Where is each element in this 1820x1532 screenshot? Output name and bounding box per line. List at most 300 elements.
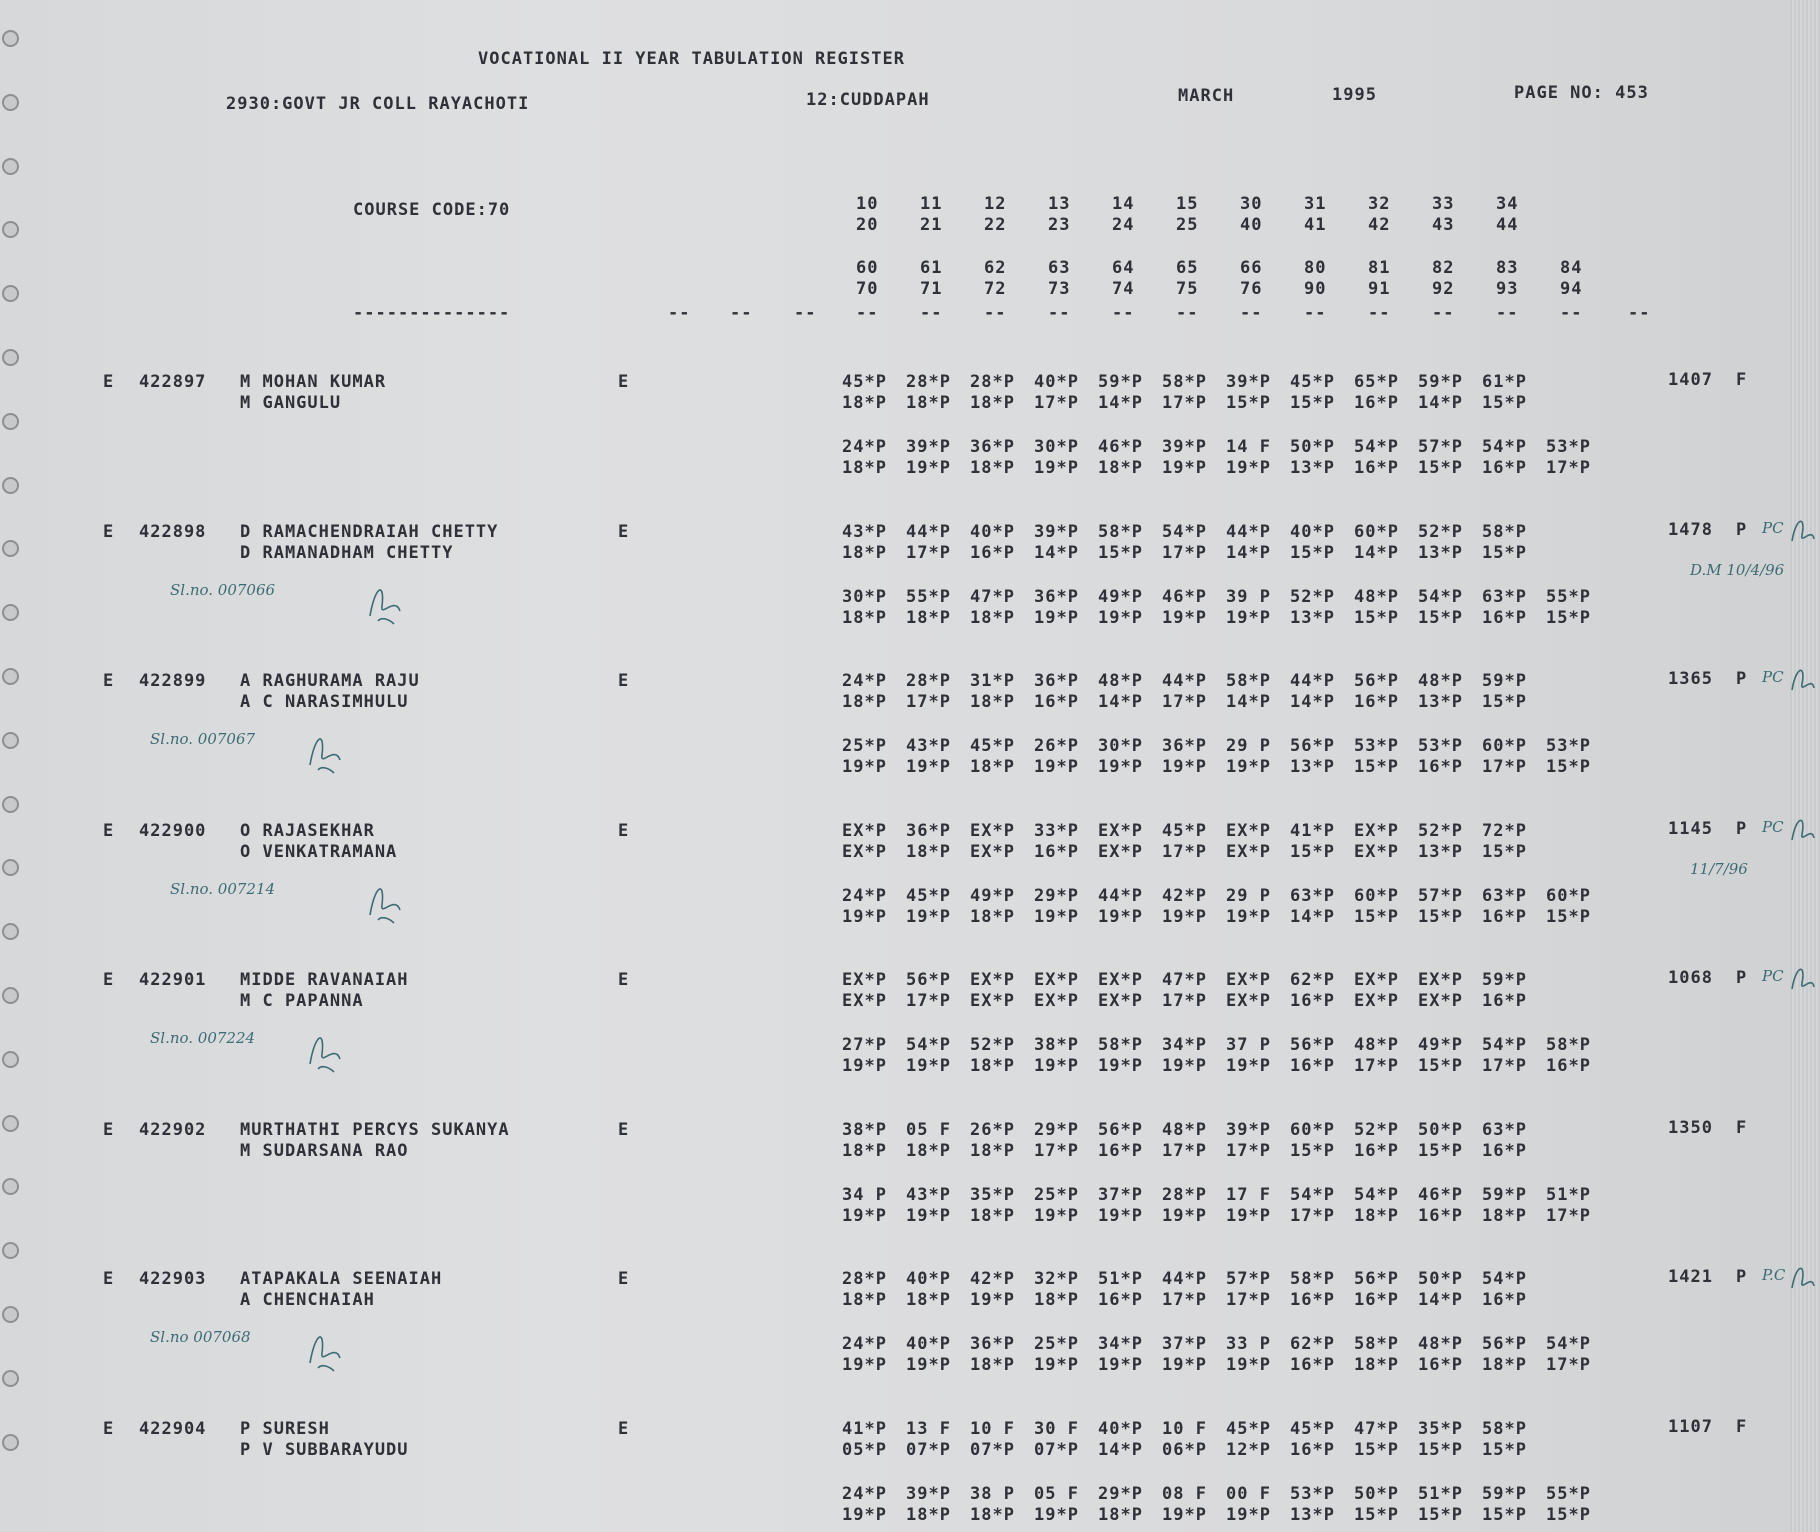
marks-cell: 31*P bbox=[970, 671, 1015, 691]
feed-hole bbox=[2, 1370, 19, 1387]
marks-cell: 19*P bbox=[1034, 906, 1079, 927]
marks-cell: 17*P bbox=[1162, 393, 1207, 413]
marks-cell: 59*P bbox=[1482, 970, 1527, 990]
marks-cell: 30*P bbox=[1098, 736, 1143, 756]
marks-cell: 28*P bbox=[842, 1269, 887, 1289]
marks-cell: 48*P bbox=[1418, 1334, 1463, 1354]
subject-code: 25 bbox=[1176, 215, 1199, 235]
record-prefix: E bbox=[103, 970, 115, 990]
marks-cell: EX*P bbox=[970, 991, 1015, 1011]
marks-cell: EX*P bbox=[1226, 970, 1271, 990]
marks-cell: 17*P bbox=[1162, 841, 1207, 862]
college-name: 2930:GOVT JR COLL RAYACHOTI bbox=[226, 94, 530, 114]
handwritten-date-note: D.M 10/4/96 bbox=[1690, 560, 1785, 579]
marks-cell: 42*P bbox=[970, 1269, 1015, 1289]
marks-cell: 19*P bbox=[1098, 607, 1143, 628]
subject-code: 62 bbox=[984, 258, 1007, 278]
marks-cell: 05*P bbox=[842, 1439, 887, 1460]
marks-cell: 24*P bbox=[842, 1483, 887, 1504]
marks-cell: 17*P bbox=[906, 692, 951, 712]
marks-cell: 40*P bbox=[906, 1334, 951, 1354]
marks-cell: 16*P bbox=[1034, 692, 1079, 712]
handwritten-serial-note: Sl.no. 007224 bbox=[150, 1029, 256, 1047]
marks-cell: 19*P bbox=[1098, 906, 1143, 927]
handwritten-pc-note: PC bbox=[1762, 668, 1784, 686]
marks-cell: 19*P bbox=[906, 757, 951, 777]
marks-cell: 17*P bbox=[906, 542, 951, 563]
marks-cell: 54*P bbox=[1354, 1184, 1399, 1205]
marks-cell: 57*P bbox=[1418, 885, 1463, 906]
marks-cell: 17*P bbox=[1354, 1056, 1399, 1076]
marks-cell: 36*P bbox=[1162, 736, 1207, 756]
feed-hole bbox=[2, 1178, 19, 1195]
marks-cell: 15*P bbox=[1482, 542, 1527, 563]
record-prefix: E bbox=[103, 820, 115, 841]
marks-cell: 19*P bbox=[1226, 906, 1271, 927]
marks-cell: 29 P bbox=[1226, 885, 1271, 906]
initials-signature bbox=[360, 875, 410, 925]
subject-code: 34 bbox=[1496, 194, 1519, 214]
marks-cell: 55*P bbox=[1546, 586, 1591, 607]
total-marks: 1068 bbox=[1668, 968, 1713, 988]
marks-cell: 15*P bbox=[1546, 607, 1591, 628]
marks-cell: 36*P bbox=[970, 1334, 1015, 1354]
marks-cell: 61*P bbox=[1482, 372, 1527, 392]
marks-cell: 17*P bbox=[1162, 1140, 1207, 1161]
marks-cell: 63*P bbox=[1290, 885, 1335, 906]
marks-cell: 19*P bbox=[842, 757, 887, 777]
marks-cell: 57*P bbox=[1418, 437, 1463, 457]
marks-cell: 15*P bbox=[1418, 1439, 1463, 1460]
marks-cell: 07*P bbox=[970, 1439, 1015, 1460]
marks-cell: EX*P bbox=[970, 820, 1015, 841]
hall-ticket-number: 422902 bbox=[139, 1119, 207, 1140]
marks-cell: 15*P bbox=[1418, 1056, 1463, 1076]
marks-cell: 58*P bbox=[1290, 1269, 1335, 1289]
feed-hole bbox=[2, 1051, 19, 1068]
medium-code: E bbox=[618, 1269, 630, 1289]
marks-cell: 15*P bbox=[1354, 1439, 1399, 1460]
marks-cell: 18*P bbox=[906, 607, 951, 628]
subject-dash: -- bbox=[1240, 303, 1263, 323]
subject-dash: -- bbox=[1560, 303, 1583, 323]
marks-cell: 62*P bbox=[1290, 1334, 1335, 1354]
hall-ticket-number: 422897 bbox=[139, 372, 207, 392]
hall-ticket-number: 422900 bbox=[139, 820, 207, 841]
marks-cell: 15*P bbox=[1418, 607, 1463, 628]
student-name: MURTHATHI PERCYS SUKANYA bbox=[240, 1119, 510, 1140]
subject-dash: -- bbox=[984, 303, 1007, 323]
marks-cell: 49*P bbox=[970, 885, 1015, 906]
result-code: P bbox=[1736, 519, 1748, 540]
header-rule: -------------- bbox=[353, 303, 511, 323]
marks-cell: 50*P bbox=[1418, 1269, 1463, 1289]
marks-cell: 50*P bbox=[1418, 1119, 1463, 1140]
subject-code: 13 bbox=[1048, 194, 1071, 214]
feed-hole bbox=[2, 285, 19, 302]
marks-cell: 17*P bbox=[1162, 692, 1207, 712]
marks-cell: 38*P bbox=[842, 1119, 887, 1140]
marks-cell: 37*P bbox=[1162, 1334, 1207, 1354]
marks-cell: 45*P bbox=[1290, 372, 1335, 392]
subject-code: 76 bbox=[1240, 279, 1263, 299]
marks-cell: 17*P bbox=[1162, 542, 1207, 563]
marks-cell: 16*P bbox=[1354, 1290, 1399, 1310]
marks-cell: 19*P bbox=[1034, 1355, 1079, 1375]
marks-cell: 18*P bbox=[906, 393, 951, 413]
marks-cell: 35*P bbox=[1418, 1418, 1463, 1439]
subject-code: 75 bbox=[1176, 279, 1199, 299]
marks-cell: 15*P bbox=[1546, 1504, 1591, 1525]
subject-code: 10 bbox=[856, 194, 879, 214]
subject-code: 84 bbox=[1560, 258, 1583, 278]
marks-cell: 19*P bbox=[1226, 607, 1271, 628]
marks-cell: 24*P bbox=[842, 1334, 887, 1354]
feed-hole bbox=[2, 540, 19, 557]
marks-cell: 19*P bbox=[842, 1205, 887, 1226]
marks-cell: 13*P bbox=[1418, 692, 1463, 712]
total-marks: 1421 bbox=[1668, 1267, 1713, 1287]
student-name: A RAGHURAMA RAJU bbox=[240, 671, 420, 691]
marks-cell: 15*P bbox=[1418, 458, 1463, 478]
marks-cell: 24*P bbox=[842, 671, 887, 691]
marks-cell: 59*P bbox=[1482, 671, 1527, 691]
marks-cell: EX*P bbox=[842, 970, 887, 990]
initials-signature bbox=[360, 576, 410, 626]
marks-cell: 16*P bbox=[1354, 393, 1399, 413]
marks-cell: 58*P bbox=[1226, 671, 1271, 691]
marks-cell: 36*P bbox=[1034, 671, 1079, 691]
marks-cell: 16*P bbox=[1482, 991, 1527, 1011]
subject-dash: -- bbox=[920, 303, 943, 323]
marks-cell: 19*P bbox=[1162, 1205, 1207, 1226]
marks-cell: 18*P bbox=[970, 1056, 1015, 1076]
subject-code: 21 bbox=[920, 215, 943, 235]
pc-signature bbox=[1788, 810, 1818, 850]
marks-cell: 63*P bbox=[1482, 1119, 1527, 1140]
marks-cell: 14*P bbox=[1226, 542, 1271, 563]
marks-cell: 45*P bbox=[842, 372, 887, 392]
handwritten-serial-note: Sl.no. 007214 bbox=[170, 879, 276, 898]
marks-cell: 16*P bbox=[1482, 906, 1527, 927]
marks-cell: 18*P bbox=[906, 841, 951, 862]
feed-hole bbox=[2, 94, 19, 111]
marks-cell: EX*P bbox=[1226, 820, 1271, 841]
marks-cell: 19*P bbox=[1098, 1205, 1143, 1226]
marks-cell: 19*P bbox=[1034, 1205, 1079, 1226]
marks-cell: 17*P bbox=[1162, 1290, 1207, 1310]
marks-cell: 13*P bbox=[1290, 607, 1335, 628]
marks-cell: 18*P bbox=[842, 607, 887, 628]
subject-code: 40 bbox=[1240, 215, 1263, 235]
marks-cell: 07*P bbox=[1034, 1439, 1079, 1460]
marks-cell: 16*P bbox=[1482, 458, 1527, 478]
marks-cell: 41*P bbox=[1290, 820, 1335, 841]
feed-hole bbox=[2, 987, 19, 1004]
marks-cell: 54*P bbox=[1418, 586, 1463, 607]
marks-cell: 60*P bbox=[1482, 736, 1527, 756]
subject-dash: -- bbox=[1176, 303, 1199, 323]
subject-code: 91 bbox=[1368, 279, 1391, 299]
marks-cell: 59*P bbox=[1098, 372, 1143, 392]
marks-cell: 47*P bbox=[1162, 970, 1207, 990]
marks-cell: 13*P bbox=[1418, 841, 1463, 862]
handwritten-serial-note: Sl.no. 007066 bbox=[170, 580, 276, 599]
subject-code: 42 bbox=[1368, 215, 1391, 235]
subject-code: 66 bbox=[1240, 258, 1263, 278]
marks-cell: 15*P bbox=[1418, 1504, 1463, 1525]
marks-cell: 18*P bbox=[842, 692, 887, 712]
marks-cell: 60*P bbox=[1354, 885, 1399, 906]
marks-cell: 14 F bbox=[1226, 437, 1271, 457]
exam-year: 1995 bbox=[1332, 85, 1377, 105]
marks-cell: 18*P bbox=[1098, 458, 1143, 478]
subject-code: 94 bbox=[1560, 279, 1583, 299]
marks-cell: 15*P bbox=[1354, 757, 1399, 777]
marks-cell: 33*P bbox=[1034, 820, 1079, 841]
marks-cell: 18*P bbox=[970, 607, 1015, 628]
handwritten-pc-note: P.C bbox=[1762, 1266, 1786, 1284]
feed-hole bbox=[2, 1434, 19, 1451]
marks-cell: 55*P bbox=[1546, 1483, 1591, 1504]
marks-cell: 19*P bbox=[1098, 1355, 1143, 1375]
marks-cell: 33 P bbox=[1226, 1334, 1271, 1354]
hall-ticket-number: 422898 bbox=[139, 521, 207, 542]
medium-code: E bbox=[618, 970, 630, 990]
marks-cell: 15*P bbox=[1290, 841, 1335, 862]
marks-cell: 43*P bbox=[906, 1184, 951, 1205]
marks-cell: 28*P bbox=[906, 671, 951, 691]
marks-cell: 56*P bbox=[1290, 1035, 1335, 1055]
marks-cell: 14*P bbox=[1354, 542, 1399, 563]
marks-cell: 56*P bbox=[1290, 736, 1335, 756]
subject-dash: -- bbox=[1304, 303, 1327, 323]
marks-cell: EX*P bbox=[1226, 841, 1271, 862]
marks-cell: 19*P bbox=[906, 1355, 951, 1375]
marks-cell: 16*P bbox=[1290, 991, 1335, 1011]
marks-cell: 39*P bbox=[906, 1483, 951, 1504]
marks-cell: 18*P bbox=[1034, 1290, 1079, 1310]
marks-cell: 54*P bbox=[1354, 437, 1399, 457]
marks-cell: 51*P bbox=[1098, 1269, 1143, 1289]
marks-cell: 19*P bbox=[1162, 607, 1207, 628]
marks-cell: 14*P bbox=[1098, 692, 1143, 712]
student-name: MIDDE RAVANAIAH bbox=[240, 970, 409, 990]
marks-cell: 18*P bbox=[1354, 1205, 1399, 1226]
marks-cell: 37*P bbox=[1098, 1184, 1143, 1205]
marks-cell: 18*P bbox=[970, 1205, 1015, 1226]
marks-cell: 52*P bbox=[1418, 820, 1463, 841]
marks-cell: 17*P bbox=[1226, 1290, 1271, 1310]
handwritten-pc-note: PC bbox=[1762, 518, 1784, 537]
marks-cell: 15*P bbox=[1354, 906, 1399, 927]
marks-cell: 40*P bbox=[1098, 1418, 1143, 1439]
marks-cell: 26*P bbox=[1034, 736, 1079, 756]
exam-month: MARCH bbox=[1178, 86, 1235, 106]
marks-cell: 29*P bbox=[1034, 885, 1079, 906]
marks-cell: 19*P bbox=[1226, 1355, 1271, 1375]
marks-cell: 39*P bbox=[1034, 521, 1079, 542]
marks-cell: 15*P bbox=[1098, 542, 1143, 563]
marks-cell: 36*P bbox=[906, 820, 951, 841]
feed-hole bbox=[2, 30, 19, 47]
marks-cell: 46*P bbox=[1098, 437, 1143, 457]
marks-cell: 34*P bbox=[1162, 1035, 1207, 1055]
subject-code: 93 bbox=[1496, 279, 1519, 299]
marks-cell: 16*P bbox=[1418, 757, 1463, 777]
marks-cell: 19*P bbox=[1162, 757, 1207, 777]
father-name: A CHENCHAIAH bbox=[240, 1290, 375, 1310]
marks-cell: 14*P bbox=[1034, 542, 1079, 563]
father-name: M C PAPANNA bbox=[240, 991, 364, 1011]
marks-cell: 19*P bbox=[906, 906, 951, 927]
subject-code: 43 bbox=[1432, 215, 1455, 235]
total-marks: 1478 bbox=[1668, 519, 1713, 540]
marks-cell: 44*P bbox=[1162, 671, 1207, 691]
marks-cell: 48*P bbox=[1098, 671, 1143, 691]
hall-ticket-number: 422904 bbox=[139, 1418, 207, 1439]
marks-cell: 16*P bbox=[1098, 1290, 1143, 1310]
medium-code: E bbox=[618, 671, 630, 691]
result-code: F bbox=[1736, 1117, 1748, 1138]
marks-cell: 17*P bbox=[1546, 1205, 1591, 1226]
marks-cell: 56*P bbox=[906, 970, 951, 990]
marks-cell: 19*P bbox=[1226, 1056, 1271, 1076]
marks-cell: 18*P bbox=[1482, 1355, 1527, 1375]
subject-code: 82 bbox=[1432, 258, 1455, 278]
marks-cell: 44*P bbox=[1162, 1269, 1207, 1289]
marks-cell: 72*P bbox=[1482, 820, 1527, 841]
marks-cell: 17*P bbox=[1546, 458, 1591, 478]
marks-cell: 16*P bbox=[1418, 1355, 1463, 1375]
marks-cell: 18*P bbox=[1098, 1504, 1143, 1525]
marks-cell: 19*P bbox=[1162, 1056, 1207, 1076]
marks-cell: 58*P bbox=[1098, 521, 1143, 542]
subject-code: 72 bbox=[984, 279, 1007, 299]
marks-cell: 14*P bbox=[1226, 692, 1271, 712]
marks-cell: 51*P bbox=[1546, 1184, 1591, 1205]
marks-cell: 26*P bbox=[970, 1119, 1015, 1140]
marks-cell: 60*P bbox=[1354, 521, 1399, 542]
marks-cell: EX*P bbox=[842, 991, 887, 1011]
marks-cell: 14*P bbox=[1418, 393, 1463, 413]
marks-cell: 19*P bbox=[906, 458, 951, 478]
marks-cell: 14*P bbox=[1098, 393, 1143, 413]
marks-cell: 18*P bbox=[842, 393, 887, 413]
marks-cell: 15*P bbox=[1226, 393, 1271, 413]
student-name: O RAJASEKHAR bbox=[240, 820, 375, 841]
marks-cell: 58*P bbox=[1482, 521, 1527, 542]
marks-cell: 18*P bbox=[970, 1140, 1015, 1161]
subject-code: 60 bbox=[856, 258, 879, 278]
initials-signature bbox=[300, 725, 350, 775]
total-marks: 1107 bbox=[1668, 1416, 1713, 1437]
marks-cell: 15*P bbox=[1418, 1140, 1463, 1161]
medium-code: E bbox=[618, 820, 630, 841]
marks-cell: 18*P bbox=[842, 542, 887, 563]
marks-cell: 49*P bbox=[1418, 1035, 1463, 1055]
marks-cell: 19*P bbox=[1098, 757, 1143, 777]
marks-cell: 47*P bbox=[1354, 1418, 1399, 1439]
marks-cell: 48*P bbox=[1354, 1035, 1399, 1055]
subject-dash: -- bbox=[1048, 303, 1071, 323]
marks-cell: 08 F bbox=[1162, 1483, 1207, 1504]
handwritten-serial-note: Sl.no 007068 bbox=[150, 1328, 251, 1346]
marks-cell: 14*P bbox=[1418, 1290, 1463, 1310]
subject-dash: -- bbox=[1432, 303, 1455, 323]
father-name: D RAMANADHAM CHETTY bbox=[240, 542, 454, 563]
marks-cell: 15*P bbox=[1546, 906, 1591, 927]
marks-cell: 42*P bbox=[1162, 885, 1207, 906]
marks-cell: 18*P bbox=[906, 1504, 951, 1525]
hall-ticket-number: 422899 bbox=[139, 671, 207, 691]
marks-cell: 58*P bbox=[1098, 1035, 1143, 1055]
feed-hole bbox=[2, 923, 19, 940]
marks-cell: EX*P bbox=[1354, 820, 1399, 841]
marks-cell: 54*P bbox=[1162, 521, 1207, 542]
marks-cell: 13 F bbox=[906, 1418, 951, 1439]
marks-cell: EX*P bbox=[970, 970, 1015, 990]
marks-cell: 29*P bbox=[1098, 1483, 1143, 1504]
subject-code: 11 bbox=[920, 194, 943, 214]
marks-cell: 15*P bbox=[1418, 906, 1463, 927]
marks-cell: EX*P bbox=[1098, 970, 1143, 990]
marks-cell: 16*P bbox=[970, 542, 1015, 563]
marks-cell: 30*P bbox=[842, 586, 887, 607]
marks-cell: 27*P bbox=[842, 1035, 887, 1055]
marks-cell: 16*P bbox=[1354, 1140, 1399, 1161]
marks-cell: 51*P bbox=[1418, 1483, 1463, 1504]
marks-cell: 18*P bbox=[970, 458, 1015, 478]
handwritten-pc-note: PC bbox=[1762, 967, 1784, 985]
subject-dash: -- bbox=[1496, 303, 1519, 323]
subject-code: 41 bbox=[1304, 215, 1327, 235]
feed-hole bbox=[2, 1115, 19, 1132]
marks-cell: 18*P bbox=[970, 757, 1015, 777]
header-dash: -- bbox=[730, 303, 753, 323]
marks-cell: 13*P bbox=[1418, 542, 1463, 563]
record-prefix: E bbox=[103, 671, 115, 691]
marks-cell: 45*P bbox=[906, 885, 951, 906]
marks-cell: 15*P bbox=[1546, 757, 1591, 777]
marks-cell: 19*P bbox=[842, 1355, 887, 1375]
total-marks: 1350 bbox=[1668, 1117, 1713, 1138]
marks-cell: EX*P bbox=[970, 841, 1015, 862]
marks-cell: 44*P bbox=[1098, 885, 1143, 906]
subject-code: 74 bbox=[1112, 279, 1135, 299]
marks-cell: 16*P bbox=[1482, 607, 1527, 628]
marks-cell: 19*P bbox=[906, 1056, 951, 1076]
marks-cell: 52*P bbox=[1290, 586, 1335, 607]
marks-cell: 16*P bbox=[1290, 1290, 1335, 1310]
marks-cell: 65*P bbox=[1354, 372, 1399, 392]
father-name: M SUDARSANA RAO bbox=[240, 1140, 409, 1161]
marks-cell: 18*P bbox=[842, 1290, 887, 1310]
initials-signature bbox=[300, 1024, 350, 1074]
marks-cell: 40*P bbox=[906, 1269, 951, 1289]
marks-cell: EX*P bbox=[1418, 991, 1463, 1011]
marks-cell: 25*P bbox=[842, 736, 887, 756]
marks-cell: 05 F bbox=[906, 1119, 951, 1140]
marks-cell: 35*P bbox=[970, 1184, 1015, 1205]
subject-code: 24 bbox=[1112, 215, 1135, 235]
marks-cell: 05 F bbox=[1034, 1483, 1079, 1504]
subject-code: 22 bbox=[984, 215, 1007, 235]
marks-cell: EX*P bbox=[842, 841, 887, 862]
marks-cell: 58*P bbox=[1354, 1334, 1399, 1354]
pc-signature bbox=[1788, 511, 1818, 551]
district-name: 12:CUDDAPAH bbox=[806, 90, 930, 110]
